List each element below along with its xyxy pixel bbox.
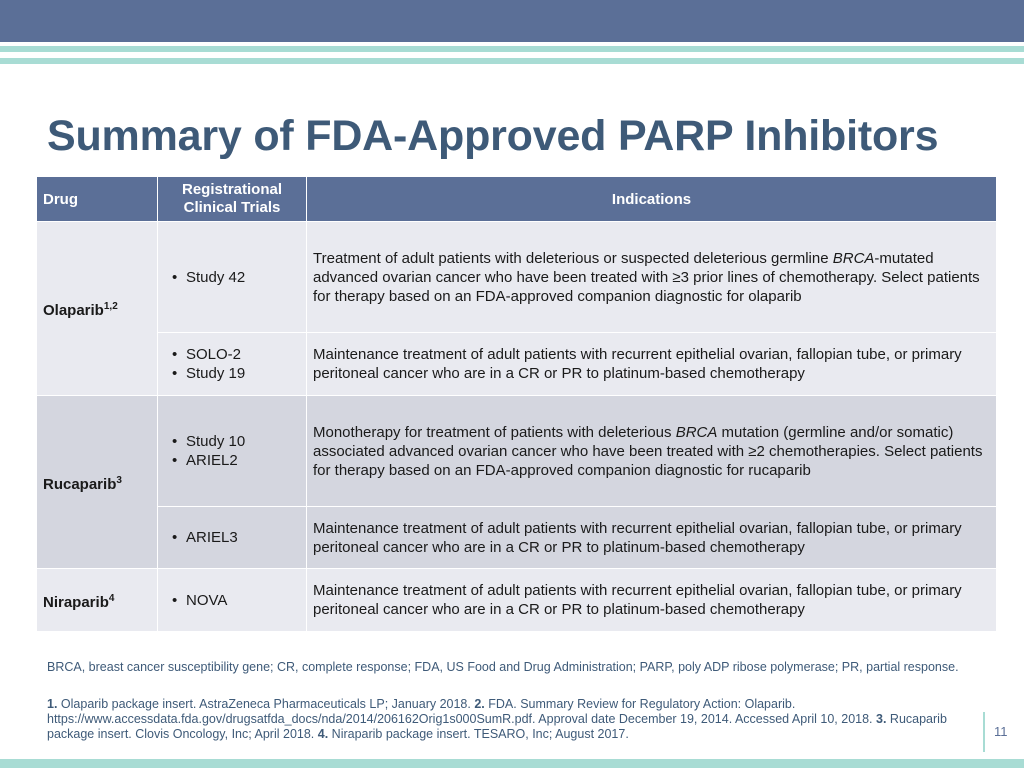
- trial-item: • ARIEL2: [176, 451, 300, 470]
- table-row: [37, 396, 997, 507]
- trials-cell: [158, 396, 307, 507]
- header-indications: Indications: [307, 177, 997, 222]
- abbreviations-footnote: BRCA, breast cancer susceptibility gene; CR, complete response; FDA, US Food and Drug Administration; PARP, poly ADP ribose polymerase; PR, partial response.: [47, 660, 959, 674]
- trial-list: [164, 432, 300, 470]
- page-number: 11: [994, 724, 1008, 739]
- indication-cell: Maintenance treatment of adult patients with recurrent epithelial ovarian, fallopian tube, or primary peritoneal cancer who are in a CR or PR to platinum-based chemotherapy: [307, 333, 997, 396]
- table-row: [37, 222, 997, 333]
- drug-ref: 3: [116, 474, 122, 486]
- references: [47, 697, 967, 742]
- indication-cell: [307, 396, 997, 507]
- trials-cell: [158, 507, 307, 569]
- trial-item: • Study 19: [176, 364, 300, 383]
- ref-text: Niraparib package insert. TESARO, Inc; August 2017.: [328, 727, 629, 741]
- ref-text: Rucaparib package insert. Clovis Oncology, Inc; April 2018.: [47, 712, 947, 741]
- drug-ref: 4: [108, 592, 115, 604]
- parp-inhibitors-table: [36, 176, 997, 632]
- top-accent-stripe: [0, 46, 1024, 52]
- header-trials: Registrational Clinical Trials: [158, 177, 307, 222]
- drug-ref: 1,2: [103, 301, 118, 312]
- slide-title: Summary of FDA-Approved PARP Inhibitors: [47, 112, 939, 160]
- ref-number: 2.: [474, 697, 485, 711]
- trials-cell: [158, 222, 307, 333]
- indication-text: Monotherapy for treatment of patients with deleterious: [313, 423, 676, 441]
- trial-item: • NOVA: [176, 591, 300, 610]
- header-drug: Drug: [37, 177, 158, 222]
- indication-cell: Maintenance treatment of adult patients with recurrent epithelial ovarian, fallopian tube, or primary peritoneal cancer who are in a CR or PR to platinum-based chemotherapy: [307, 569, 997, 632]
- ref-number: 4.: [317, 727, 329, 741]
- bottom-accent-stripe: [0, 759, 1024, 768]
- page-number-divider: [983, 712, 985, 752]
- drug-name: Olaparib: [43, 302, 104, 319]
- trial-list: [164, 268, 300, 287]
- drug-cell-olaparib: [37, 222, 158, 396]
- ref-number: 3.: [876, 712, 887, 726]
- table-row: [37, 333, 997, 396]
- top-accent-stripe-2: [0, 58, 1024, 64]
- indication-text: Treatment of adult patients with deleterious or suspected deleterious germline: [313, 249, 833, 267]
- trial-item: • SOLO-2: [176, 345, 300, 364]
- trial-item: • Study 42: [176, 268, 300, 287]
- indication-emphasis: BRCA: [832, 249, 875, 267]
- indication-emphasis: BRCA: [675, 423, 718, 441]
- ref-text: Olaparib package insert. AstraZeneca Pharmaceuticals LP; January 2018.: [57, 697, 475, 711]
- ref-text: FDA. Summary Review for Regulatory Action: Olaparib. https://www.accessdata.fda.gov/drugsatfda_docs/nda/2014/206162Orig1s000SumR.pdf. Approval date December 19, 2014. Accessed April 10, 2018.: [47, 697, 877, 726]
- indication-cell: Maintenance treatment of adult patients with recurrent epithelial ovarian, fallopian tube, or primary peritoneal cancer who are in a CR or PR to platinum-based chemotherapy: [307, 507, 997, 569]
- trial-list: [164, 345, 300, 383]
- table-row: [37, 569, 997, 632]
- ref-number: 1.: [47, 697, 58, 711]
- indication-cell: [307, 222, 997, 333]
- table-header-row: [37, 177, 997, 222]
- drug-cell-niraparib: [37, 569, 158, 632]
- trial-list: [164, 591, 300, 610]
- trials-cell: [158, 569, 307, 632]
- trials-cell: [158, 333, 307, 396]
- indication-text: mutation (germline and/or somatic) associated advanced ovarian cancer who have been treated with ≥2 chemotherapies. Select patients for therapy based on an FDA-approved companion diagnostic for rucaparib: [313, 423, 983, 479]
- trial-item: • Study 10: [176, 432, 300, 451]
- trial-list: [164, 528, 300, 547]
- indication-text: -mutated advanced ovarian cancer who have been treated with ≥3 prior lines of chemotherapy. Select patients for therapy based on an FDA-approved companion diagnostic for olaparib: [313, 249, 980, 305]
- drug-name: Rucaparib: [43, 475, 117, 493]
- trial-item: • ARIEL3: [176, 528, 300, 547]
- top-band: [0, 0, 1024, 42]
- drug-name: Niraparib: [43, 593, 109, 611]
- table-row: [37, 507, 997, 569]
- drug-cell-rucaparib: [37, 396, 158, 569]
